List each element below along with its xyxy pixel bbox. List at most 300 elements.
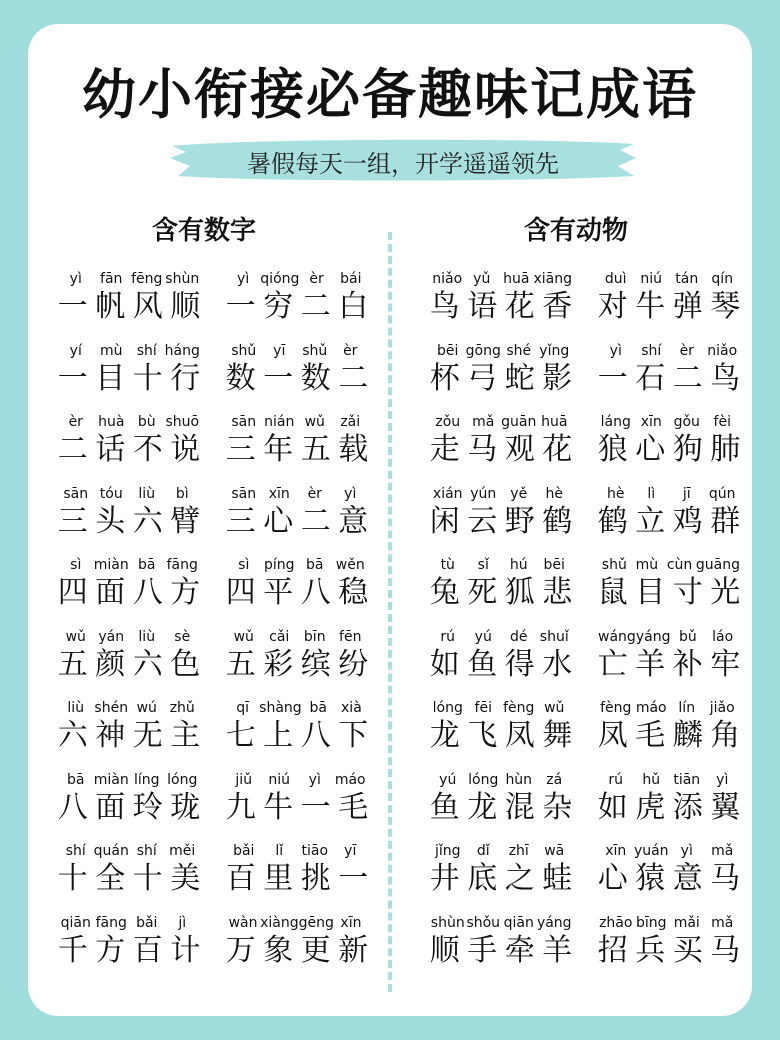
hanzi-character: 白 [338,289,369,324]
idiom-item [594,270,744,326]
hanzi-character: 毛 [635,718,666,753]
pinyin-syllable: lǐ [275,843,284,859]
pinyin-line [594,556,744,574]
pinyin-line [426,914,576,932]
pinyin-syllable: quán [93,843,129,859]
hanzi-character: 意 [338,503,369,539]
hanzi-character: 八 [132,575,163,610]
hanzi-line [222,574,372,612]
pinyin-syllable: zǒu [435,414,461,430]
idiom-item [594,842,744,898]
idiom-item [426,556,576,612]
pinyin-line [594,699,744,717]
idiom-item [222,842,372,898]
hanzi-character: 无 [132,718,163,753]
pinyin-syllable: máo [334,771,366,788]
pinyin-syllable: bā [138,557,156,573]
hanzi-character: 底 [467,861,498,896]
pinyin-syllable: sè [174,628,191,645]
idiom-item [426,771,576,827]
hanzi-line [594,932,744,970]
idiom-item [594,628,744,684]
hanzi-character: 毛 [338,789,369,825]
hanzi-line [426,860,576,898]
idiom-item [222,628,372,684]
pinyin-syllable: lóng [167,771,198,788]
pinyin-syllable: xià [341,700,362,716]
hanzi-line [222,288,372,326]
pinyin-syllable: yě [510,485,528,502]
pinyin-syllable: zhǔ [169,700,195,716]
hanzi-character: 鱼 [467,646,498,682]
pinyin-syllable: qín [711,271,734,287]
hanzi-character: 走 [429,432,460,467]
pinyin-syllable: wǔ [233,628,254,645]
hanzi-character: 数 [300,360,331,396]
hanzi-character: 香 [542,289,573,324]
hanzi-character: 五 [57,646,88,682]
pinyin-syllable: yì [237,271,250,287]
hanzi-character: 八 [300,718,331,753]
hanzi-character: 神 [95,718,126,753]
pinyin-syllable: yì [344,485,357,502]
pinyin-syllable: rú [608,771,624,788]
pinyin-syllable: huā [541,414,568,430]
pinyin-syllable: yí [69,342,82,359]
pinyin-syllable: wàn [228,914,258,931]
hanzi-line [594,717,744,755]
pinyin-syllable: yún [470,485,497,502]
hanzi-character: 六 [132,646,163,682]
pinyin-line [222,771,372,789]
hanzi-line [222,932,372,970]
hanzi-character: 三 [57,503,88,539]
idiom-item [426,842,576,898]
pinyin-syllable: wěn [335,557,365,573]
hanzi-character: 头 [95,503,126,539]
pinyin-line [594,485,744,503]
pinyin-line [426,413,576,431]
pinyin-syllable: shùn [165,271,200,287]
hanzi-character: 彩 [263,646,294,682]
pinyin-syllable: měi [169,843,196,859]
hanzi-character: 顺 [429,932,460,968]
pinyin-syllable: bīn [303,628,326,645]
idiom-item [222,270,372,326]
hanzi-character: 千 [57,932,88,968]
pinyin-syllable: fēi [474,700,492,716]
pinyin-syllable: fēng [131,271,163,287]
pinyin-line [54,699,204,717]
column-divider [388,232,392,992]
hanzi-character: 说 [170,432,201,467]
pinyin-line [222,413,372,431]
idiom-item [54,699,204,755]
pinyin-syllable: bā [306,557,324,573]
pinyin-syllable: niǎo [707,342,738,359]
hanzi-character: 颜 [95,646,126,682]
hanzi-line [222,503,372,541]
hanzi-character: 二 [300,289,331,324]
hanzi-character: 如 [597,789,628,825]
pinyin-syllable: bái [340,271,362,287]
hanzi-character: 闲 [429,503,460,539]
hanzi-character: 平 [263,575,294,610]
pinyin-line [594,771,744,789]
pinyin-syllable: sān [63,485,89,502]
pinyin-syllable: shuō [165,414,200,430]
pinyin-syllable: dé [510,628,528,645]
hanzi-line [594,360,744,398]
hanzi-line [426,503,576,541]
hanzi-character: 十 [132,861,163,896]
pinyin-syllable: hǔ [642,771,661,788]
pinyin-syllable: yī [344,843,357,859]
hanzi-character: 百 [132,932,163,968]
pinyin-syllable: yú [474,628,492,645]
hanzi-character: 马 [467,432,498,467]
pinyin-line [426,699,576,717]
hanzi-character: 狐 [504,575,535,610]
hanzi-character: 买 [672,932,703,968]
pinyin-syllable: jì [178,914,187,931]
pinyin-line [222,485,372,503]
pinyin-line [54,842,204,860]
hanzi-character: 六 [57,718,88,753]
page-title: 幼小衔接必备趣味记成语 [82,63,698,126]
pinyin-syllable: dǐ [476,843,490,859]
pinyin-syllable: zhī [508,843,529,859]
pinyin-syllable: fèng [600,700,632,716]
idiom-item [594,485,744,541]
hanzi-character: 鸟 [710,360,741,396]
idiom-item [222,914,372,970]
hanzi-character: 数 [225,360,256,396]
idiom-item [54,270,204,326]
idiom-item [594,914,744,970]
pinyin-syllable: píng [263,557,295,573]
hanzi-character: 一 [338,861,369,896]
hanzi-character: 鸟 [429,289,460,324]
hanzi-character: 虎 [635,789,666,825]
hanzi-character: 一 [225,289,256,324]
pinyin-syllable: guāng [695,557,740,573]
hanzi-line [594,646,744,684]
hanzi-character: 悲 [542,575,573,610]
hanzi-line [54,789,204,827]
hanzi-character: 死 [467,575,498,610]
pinyin-syllable: èr [307,485,322,502]
hanzi-character: 新 [338,932,369,968]
hanzi-character: 万 [225,932,256,968]
pinyin-syllable: wǔ [304,414,325,430]
pinyin-syllable: tóu [99,485,123,502]
pinyin-syllable: xīn [340,914,362,931]
hanzi-character: 方 [95,932,126,968]
pinyin-line [54,556,204,574]
idiom-item [594,413,744,469]
hanzi-character: 凤 [504,718,535,753]
hanzi-line [54,431,204,469]
hanzi-character: 角 [710,718,741,753]
pinyin-syllable: yì [308,771,321,788]
hanzi-character: 象 [263,932,294,968]
hanzi-character: 蛇 [504,360,535,396]
pinyin-syllable: xīn [605,843,627,859]
hanzi-character: 立 [635,503,666,539]
hanzi-character: 五 [300,432,331,467]
pinyin-syllable: máo [635,700,667,716]
pinyin-syllable: shí [136,843,157,859]
pinyin-syllable: líng [133,771,160,788]
pinyin-syllable: xián [432,485,463,502]
hanzi-character: 翼 [710,789,741,825]
hanzi-character: 添 [672,789,703,825]
hanzi-character: 影 [542,360,573,396]
pinyin-line [222,628,372,646]
pinyin-syllable: èr [68,414,83,430]
pinyin-syllable: bì [175,485,189,502]
subtitle: 暑假每天一组，开学遥遥领先 [247,150,559,178]
pinyin-line [426,485,576,503]
pinyin-syllable: huà [98,414,125,430]
pinyin-syllable: bēi [437,342,459,359]
idiom-item [54,628,204,684]
pinyin-syllable: liù [138,628,156,645]
hanzi-character: 一 [57,360,88,396]
hanzi-character: 手 [467,932,498,968]
hanzi-character: 六 [132,503,163,539]
pinyin-syllable: gǒu [673,414,700,430]
hanzi-character: 话 [95,432,126,467]
pinyin-line [54,270,204,288]
hanzi-character: 弹 [672,289,703,324]
pinyin-syllable: jiǔ [235,771,253,788]
idiom-item [594,771,744,827]
hanzi-character: 一 [597,360,628,396]
worksheet-card [28,24,752,1016]
hanzi-line [594,288,744,326]
hanzi-character: 对 [597,289,628,324]
hanzi-character: 珑 [170,789,201,825]
pinyin-syllable: hè [545,485,563,502]
hanzi-character: 光 [710,575,741,610]
hanzi-character: 风 [132,289,163,324]
pinyin-syllable: lóng [432,700,463,716]
hanzi-character: 鸡 [672,503,703,539]
pinyin-syllable: xiàng [260,914,299,931]
pinyin-syllable: wǔ [65,628,86,645]
hanzi-character: 马 [710,932,741,968]
hanzi-character: 纷 [338,646,369,682]
pinyin-line [426,842,576,860]
pinyin-syllable: sì [70,557,82,573]
hanzi-character: 上 [263,718,294,753]
pinyin-syllable: shǔ [601,557,627,573]
hanzi-character: 混 [504,789,535,825]
hanzi-line [594,431,744,469]
hanzi-line [54,860,204,898]
hanzi-character: 观 [504,432,535,467]
idiom-item [426,699,576,755]
pinyin-syllable: niú [640,271,663,287]
hanzi-character: 全 [95,861,126,896]
pinyin-syllable: èr [309,271,324,287]
hanzi-character: 美 [170,861,201,896]
pinyin-line [594,628,744,646]
pinyin-line [426,628,576,646]
pinyin-syllable: yì [680,843,693,859]
pinyin-syllable: mù [635,557,659,573]
hanzi-line [426,360,576,398]
idiom-item [426,485,576,541]
idiom-item [54,771,204,827]
pinyin-line [54,771,204,789]
hanzi-character: 十 [132,360,163,396]
hanzi-character: 二 [672,360,703,396]
pinyin-syllable: bǎi [136,914,158,931]
hanzi-character: 亡 [597,646,628,682]
hanzi-line [426,717,576,755]
hanzi-character: 琴 [710,289,741,324]
pinyin-syllable: wǔ [544,700,565,716]
pinyin-syllable: wā [544,843,565,859]
hanzi-character: 兔 [429,575,460,610]
pinyin-syllable: xiāng [533,271,573,287]
pinyin-syllable: fāng [166,557,198,573]
hanzi-character: 牵 [504,932,535,968]
hanzi-character: 挑 [300,861,331,896]
pinyin-syllable: bā [67,771,85,788]
pinyin-syllable: bǔ [679,628,697,645]
hanzi-character: 心 [635,432,666,467]
pinyin-syllable: miàn [93,771,129,788]
pinyin-syllable: tiāo [301,843,329,859]
pinyin-syllable: yú [439,771,457,788]
hanzi-line [594,860,744,898]
idiom-item [54,485,204,541]
pinyin-syllable: shí [641,342,662,359]
pinyin-syllable: shǔ [302,342,328,359]
pinyin-syllable: bēi [543,557,565,573]
hanzi-character: 一 [263,360,294,396]
pinyin-syllable: sǐ [477,557,489,573]
pinyin-syllable: mǎ [472,414,495,430]
hanzi-character: 鹤 [597,503,628,539]
pinyin-syllable: zá [546,771,563,788]
hanzi-character: 野 [504,503,535,539]
pinyin-syllable: yuán [633,843,669,859]
pinyin-syllable: yǔ [473,271,491,287]
hanzi-character: 臂 [170,503,201,539]
hanzi-character: 九 [225,789,256,825]
pinyin-syllable: jiǎo [709,700,735,716]
hanzi-character: 面 [95,575,126,610]
pinyin-syllable: fèi [713,414,731,430]
pinyin-syllable: qún [708,485,736,502]
hanzi-character: 目 [95,360,126,396]
pinyin-syllable: bā [309,700,327,716]
idiom-item [222,771,372,827]
hanzi-character: 语 [467,289,498,324]
hanzi-line [222,717,372,755]
pinyin-line [222,342,372,360]
pinyin-syllable: nián [264,414,295,430]
hanzi-character: 缤 [300,646,331,682]
hanzi-character: 下 [338,718,369,753]
idiom-item [54,556,204,612]
hanzi-line [426,932,576,970]
hanzi-character: 玲 [132,789,163,825]
hanzi-character: 计 [170,932,201,968]
hanzi-character: 十 [57,861,88,896]
pinyin-line [54,914,204,932]
pinyin-line [222,699,372,717]
pinyin-syllable: qiān [503,914,534,931]
hanzi-character: 猿 [635,861,666,896]
pinyin-syllable: sān [231,485,257,502]
pinyin-line [426,270,576,288]
hanzi-character: 三 [225,503,256,539]
pinyin-line [594,413,744,431]
hanzi-character: 杂 [542,789,573,825]
pinyin-syllable: wú [136,700,157,716]
pinyin-syllable: qiān [60,914,91,931]
hanzi-line [594,503,744,541]
hanzi-character: 凤 [597,718,628,753]
pinyin-syllable: xīn [640,414,662,430]
pinyin-syllable: miàn [93,557,129,573]
hanzi-character: 羊 [635,646,666,682]
hanzi-character: 飞 [467,718,498,753]
hanzi-character: 蛙 [542,861,573,896]
pinyin-syllable: háng [164,342,200,359]
hanzi-character: 主 [170,718,201,753]
pinyin-syllable: shuǐ [539,628,569,645]
idiom-item [54,342,204,398]
hanzi-character: 二 [338,360,369,396]
hanzi-line [222,646,372,684]
hanzi-line [426,288,576,326]
pinyin-line [222,914,372,932]
hanzi-character: 花 [542,432,573,467]
pinyin-syllable: yì [69,271,82,287]
hanzi-character: 如 [429,646,460,682]
pinyin-syllable: shí [136,342,157,359]
pinyin-syllable: gōng [465,342,501,359]
pinyin-line [54,485,204,503]
idiom-item [426,628,576,684]
pinyin-syllable: yáng [635,628,671,645]
column-heading-numbers: 含有数字 [152,216,257,246]
pinyin-syllable: shàng [259,700,302,716]
hanzi-character: 群 [710,503,741,539]
hanzi-character: 弓 [467,360,498,396]
pinyin-line [222,556,372,574]
hanzi-character: 肺 [710,432,741,467]
pinyin-line [54,342,204,360]
idiom-item [426,914,576,970]
column-heading-animals: 含有动物 [524,216,629,246]
hanzi-character: 百 [225,861,256,896]
hanzi-line [54,646,204,684]
pinyin-syllable: liù [138,485,156,502]
pinyin-syllable: sān [231,414,257,430]
hanzi-character: 寸 [672,575,703,610]
pinyin-syllable: hùn [505,771,533,788]
pinyin-syllable: mù [99,342,123,359]
idiom-item [222,413,372,469]
